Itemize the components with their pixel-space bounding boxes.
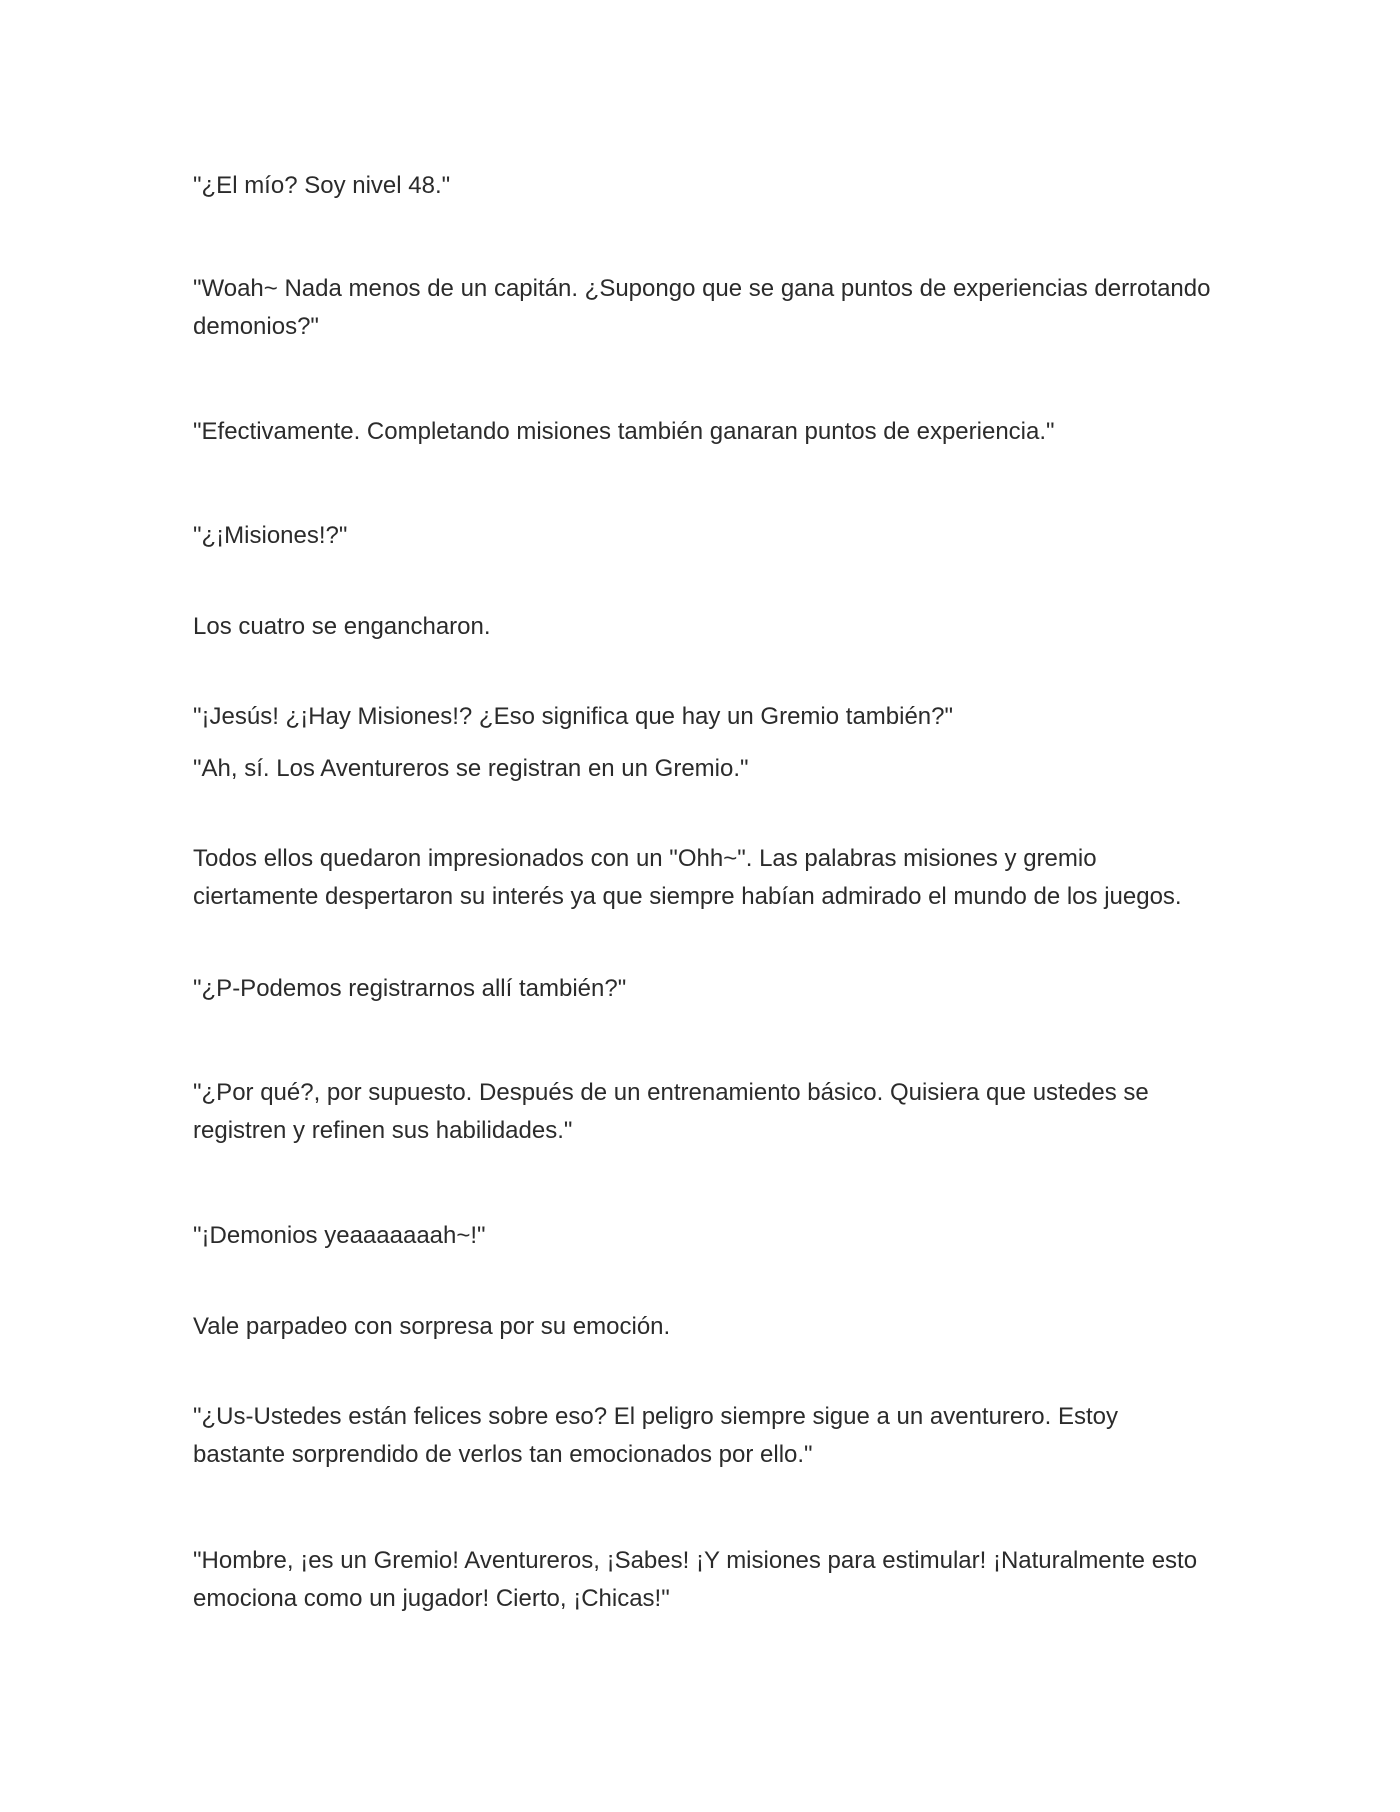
paragraph-5: Los cuatro se engancharon.: [193, 613, 491, 640]
paragraph-14: "Hombre, ¡es un Gremio! Aventureros, ¡Sabes! ¡Y misiones para estimular! ¡Naturalmente esto emociona como un jugador! Cierto, ¡Chicas!": [193, 1547, 1198, 1612]
paragraph-10: "¿Por qué?, por supuesto. Después de un entrenamiento básico. Quisiera que ustedes se registren y refinen sus habilidades.": [193, 1079, 1149, 1144]
paragraph-2: "Woah~ Nada menos de un capitán. ¿Supongo que se gana puntos de experiencias derrotando demonios?": [193, 275, 1211, 340]
paragraph-4: "¿¡Misiones!?": [193, 522, 348, 549]
paragraph-9: "¿P-Podemos registrarnos allí también?": [193, 975, 627, 1002]
paragraph-6: "¡Jesús! ¿¡Hay Misiones!? ¿Eso significa que hay un Gremio también?": [193, 703, 954, 730]
paragraph-13: "¿Us-Ustedes están felices sobre eso? El peligro siempre sigue a un aventurero. Estoy bastante sorprendido de verlos tan emocionados por ello.": [193, 1403, 1118, 1468]
paragraph-1: "¿El mío? Soy nivel 48.": [193, 172, 451, 199]
paragraph-3: "Efectivamente. Completando misiones también ganaran puntos de experiencia.": [193, 418, 1055, 445]
paragraph-12: Vale parpadeo con sorpresa por su emoción.: [193, 1313, 671, 1340]
paragraph-11: "¡Demonios yeaaaaaaah~!": [193, 1222, 486, 1249]
paragraph-8: Todos ellos quedaron impresionados con un "Ohh~". Las palabras misiones y gremio ciertamente despertaron su interés ya que siempre habían admirado el mundo de los juegos.: [193, 845, 1182, 910]
paragraph-7: "Ah, sí. Los Aventureros se registran en un Gremio.": [193, 755, 749, 782]
